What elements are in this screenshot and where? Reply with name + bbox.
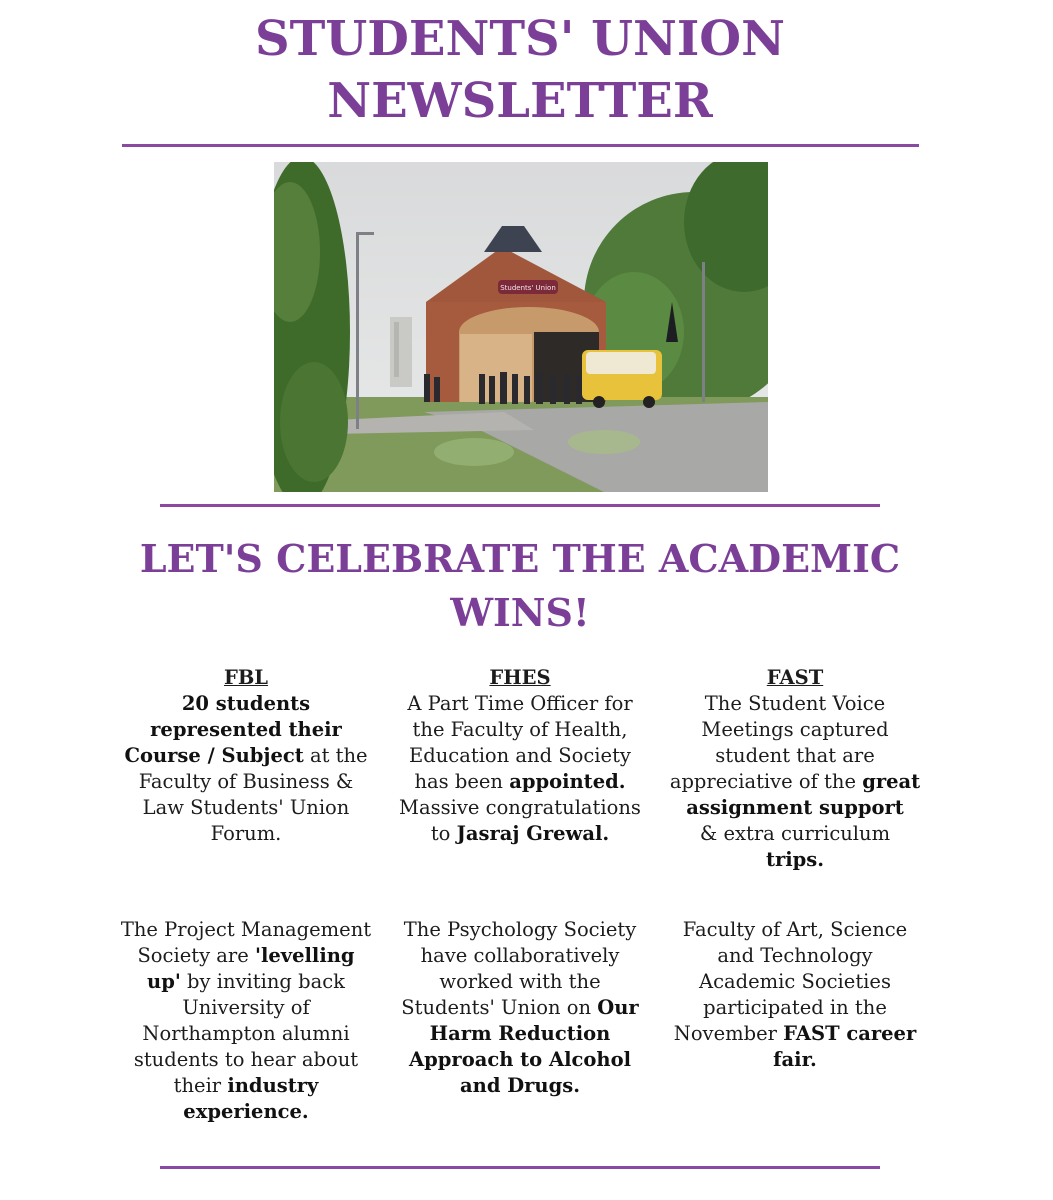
fhes-text: Massive congratulations [399, 796, 641, 819]
fbl-text: Course / Subject [124, 744, 304, 767]
item-text: fair. [773, 1048, 817, 1071]
fhes-column [388, 665, 652, 847]
item-text: experience. [183, 1100, 309, 1123]
fast-text: great [862, 770, 921, 793]
fast-text: student that are [715, 744, 875, 767]
fast-text: trips. [765, 848, 825, 871]
fast-header: FAST [766, 666, 824, 689]
students-union-building-photo [274, 162, 768, 492]
building-sign-text: Students' Union [500, 284, 556, 292]
fbl-text: 20 students [181, 692, 311, 715]
divider-top [122, 144, 919, 147]
project-management-item [114, 917, 378, 1125]
item-text: 'levelling [254, 944, 355, 967]
item-text: Our [597, 996, 639, 1019]
fhes-text: Jasraj Grewal. [456, 822, 610, 845]
divider-middle [160, 504, 880, 507]
divider-bottom [160, 1166, 880, 1169]
item-text: The Project Management [120, 918, 372, 941]
fbl-text: Faculty of Business & [138, 770, 354, 793]
fhes-text: A Part Time Officer for [407, 692, 633, 715]
fast-text: The Student Voice [704, 692, 886, 715]
fhes-text: has been [414, 770, 510, 793]
item-text: have collaboratively [420, 944, 620, 967]
item-text: The Psychology Society [403, 918, 637, 941]
item-text: Society are [137, 944, 255, 967]
fbl-text: Law Students' Union [142, 796, 350, 819]
fhes-header: FHES [489, 666, 551, 689]
item-text: Northampton alumni [142, 1022, 350, 1045]
item-text: participated in the [703, 996, 887, 1019]
fast-text: assignment support [686, 796, 904, 819]
title-line-1: STUDENTS' UNION [255, 11, 785, 67]
item-text: FAST career [783, 1022, 917, 1045]
section-heading [0, 532, 1040, 640]
item-text: and Drugs. [460, 1074, 580, 1097]
title-line-2: NEWSLETTER [327, 73, 713, 129]
item-text: their [173, 1074, 228, 1097]
item-text: and Technology [717, 944, 873, 967]
fhes-text: the Faculty of Health, [412, 718, 628, 741]
item-text: worked with the [439, 970, 601, 993]
item-text: industry [227, 1074, 319, 1097]
fast-text: & extra curriculum [699, 822, 891, 845]
fast-societies-item [663, 917, 927, 1073]
item-text: students to hear about [133, 1048, 359, 1071]
item-text: up' [147, 970, 181, 993]
fhes-text: Education and Society [409, 744, 631, 767]
fbl-text: at the [303, 744, 368, 767]
item-text: University of [182, 996, 310, 1019]
psychology-society-item [388, 917, 652, 1099]
item-text: Academic Societies [699, 970, 891, 993]
item-text: by inviting back [180, 970, 345, 993]
item-text: Students' Union on [401, 996, 598, 1019]
fast-text: Meetings captured [701, 718, 889, 741]
item-text: Faculty of Art, Science [682, 918, 908, 941]
fhes-text: to [430, 822, 457, 845]
fast-text: appreciative of the [669, 770, 863, 793]
heading-line-2: WINS! [450, 590, 590, 635]
fbl-column [114, 665, 378, 847]
newsletter-title [0, 8, 1040, 132]
fbl-header: FBL [223, 666, 269, 689]
item-text: November [673, 1022, 784, 1045]
heading-line-1: LET'S CELEBRATE THE ACADEMIC [139, 536, 901, 581]
item-text: Harm Reduction [429, 1022, 611, 1045]
fast-column [663, 665, 927, 873]
fhes-text: appointed. [509, 770, 626, 793]
fbl-text: Forum. [210, 822, 282, 845]
item-text: Approach to Alcohol [409, 1048, 631, 1071]
fbl-text: represented their [150, 718, 342, 741]
